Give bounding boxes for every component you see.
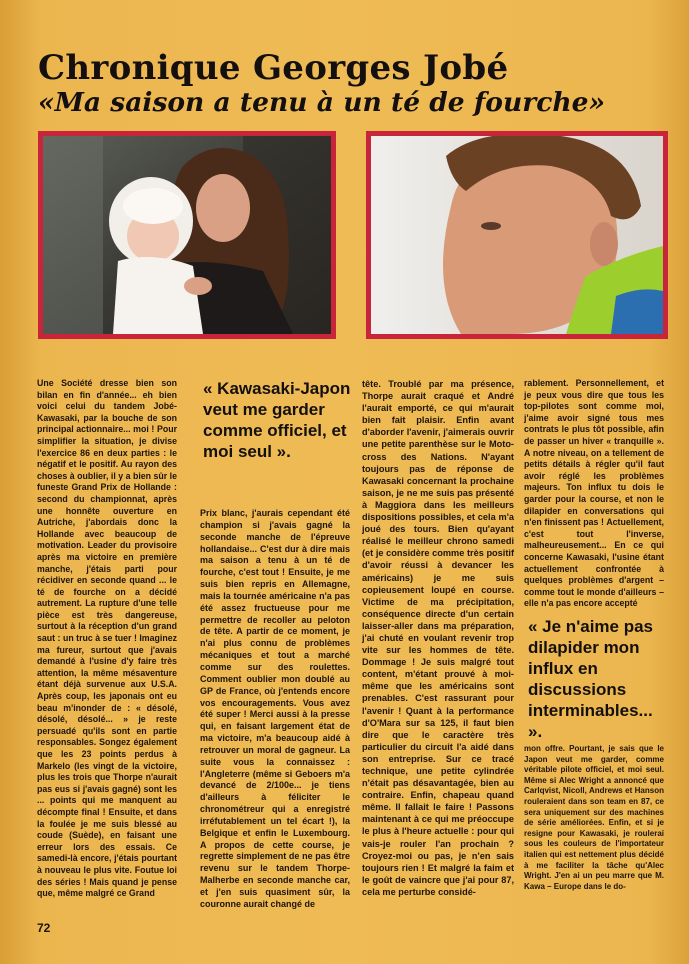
column-4-text-bottom: mon offre. Pourtant, je sais que le Japon veut me garder, comme véritable pilote officiel, et moi seul. Même si Alec Wright a annoncé que Carlqvist, Nicoll, Andrews et Hanson rouleraient dans son team en 87, ce sera uniquement sur des machines de série améliorées. Enfin, et si je resigne pour Kawasaki, je roulerai sous les couleurs de l'importateur italien qui est nettement plus décidé à me faciliter la tâche qu'Alec Wright. J'en ai un peu marre que M. Kawa – Europe dans le do- (524, 744, 664, 891)
column-2-text: Prix blanc, j'aurais cependant été champion si j'avais gagné la seconde manche de l'épreuve hollandaise... C'est dur à dire mais ma saison a tenu à un té de fourche, c'est tout ! Ensuite, je me suis bien repris en Allemagne, mais la tournée américaine n'a pas été assez fructueuse pour me permettre de recoller au peloton de tête. A partir de ce moment, je n'ai plus connu de problèmes mécaniques et tout a marché comme sur des roulettes. Comment oublier mon doublé au GP de France, où j'entends encore vos encouragements. Vous avez été super ! Merci aussi à la presse qui, en faisant largement état de ma victoire, m'a beaucoup aidé à retrouver un moral de gagneur. La suite vous la connaissez : l'Angleterre (même si Geboers m'a devancé de 2/100e... je tiens d'ailleurs à féliciter le chronométreur qui a enregistré irréfutablement un tel écart !), la Belgique et enfin le Luxembourg. A propos de cette course, je regrette simplement de ne pas être revenu sur le tandem Thorpe-Malherbe en seconde manche car, et j'en suis quasiment sûr, la couronne aurait changé de (200, 508, 350, 909)
article-column-2 (200, 508, 350, 911)
article-column-4 (524, 378, 664, 610)
article-title: Chronique Georges Jobé (38, 48, 509, 88)
column-1-text: Une Société dresse bien son bilan en fin d'année... eh bien voici celui du tandem Jobé-Kawasaki, par la bouche de son principal actionnaire... moi ! Pour simplifier la situation, je divise l'exercice 86 en deux parties : le négatif et le positif. Au rayon des choses à oublier, il y a bien sûr le funeste Grand Prix de Hollande : second du championnat, après une honnête ouverture en Autriche, j'abordais donc la Hollande avec beaucoup de motivation. Leader du provisoire après ma victoire en première manche, j'étais parti pour récidiver en seconde quand ... le té de fourche on a décidé autrement. La rupture d'une telle pièce est très dangereuse, surtout à la réception d'un grand saut : un truc à se tuer ! Imaginez ma fureur, surtout que j'avais demandé à l'usine d'y faire très attention, la même mésaventure étant déjà survenue aux U.S.A. Après coup, les japonais ont eu beau m'inonder de : « désolé, désolé, désolé... » je reste persuadé qu'ils sont en partie responsables. Songez également que les 23 points perdus à Markelo (les vingt de la victoire, plus les trois que Thorpe n'aurait pas eus si j'avais gagné) sont les ... points qui me manquent au décompte final ! Ensuite, et dans la foulée je me suis blessé au coude (Suède), en faisant une erreur lors des essais. Ce samedi-là encore, j'étais pourtant à nouveau le plus vite. Foutue loi des séries ! Mais quand je pense que, même malgré ce Grand (37, 378, 177, 899)
article-column-4-continued (524, 744, 664, 892)
pull-quote-kawasaki: « Kawasaki-Japon veut me garder comme officiel, et moi seul ». (203, 379, 351, 461)
pull-quote-influx: « Je n'aime pas dilapider mon influx en discussions interminables... ». (528, 617, 654, 741)
article-column-1 (37, 378, 177, 900)
column-3-text: tête. Troublé par ma présence, Thorpe aurait craqué et André l'aurait emporté, ce qui m'aurait bien fait plaisir. Enfin avant d'aborder l'avenir, j'aimerais ouvrir une petite parenthèse sur le Moto-cross des Nations. N'ayant toujours pas de réponse de Kawasaki concernant la prochaine saison, je ne me suis pas présenté à Maggiora dans les meilleurs dispositions possibles, et cela m'a joué des tours. Bien qu'ayant réalisé le meilleur chrono samedi (et je considère comme très positif d'avoir réussi à devancer les américains) je me suis copieusement loupé en course. Victime de ma précipitation, conséquence directe d'un certain laisser-aller dans ma préparation, j'ai chuté en voulant revenir trop vite sur les hommes de tête. Dommage ! Je suis malgré tout content, m'étant prouvé à moi-même que les américains sont prenables. C'est rassurant pour l'avenir ! Quant à la performance d'O'Mara sur sa 125, il faut bien dire que le caractère très particulier du circuit l'a aidé dans son entreprise. Sur ce tracé technique, une petite cylindrée n'était pas désavantagée, bien au contraire. Enfin, chapeau quand même. Il fallait le faire ! Passons maintenant à ce qui me préoccupe le plus à l'heure actuelle : pour qui vais-je rouler l'an prochain ? Croyez-moi ou pas, je n'en sais toujours rien ! Et malgré la faim et le goût de vaincre que j'ai pour 87, cela me perturbe considé- (362, 379, 514, 897)
article-subtitle: «Ma saison a tenu à un té de fourche» (38, 87, 606, 118)
column-4-text-top: rablement. Personnellement, et je peux vous dire que tous les top-pilotes sont comme moi, j'aime avoir signé tous mes contrats le plus tôt possible, afin de passer un hiver « tranquille ». A notre niveau, on a tellement de petits détails à régler qu'il faut avoir réglé les problèmes majeurs. Ton influx tu dois le garder pour la course, et non le dilapider en conversations qui n'en finissent pas ! Actuellement, c'est tout l'inverse, malheureusement... En ce qui concerne Kawasaki, l'usine étant actuellement confrontée à quelques problèmes d'argent – comme tout le monde d'ailleurs – elle n'a pas encore accepté (524, 378, 664, 609)
page-number: 72 (37, 921, 51, 935)
georges-jobe-portrait (366, 131, 668, 339)
mother-and-baby-photo (38, 131, 336, 339)
article-column-3 (362, 378, 514, 898)
